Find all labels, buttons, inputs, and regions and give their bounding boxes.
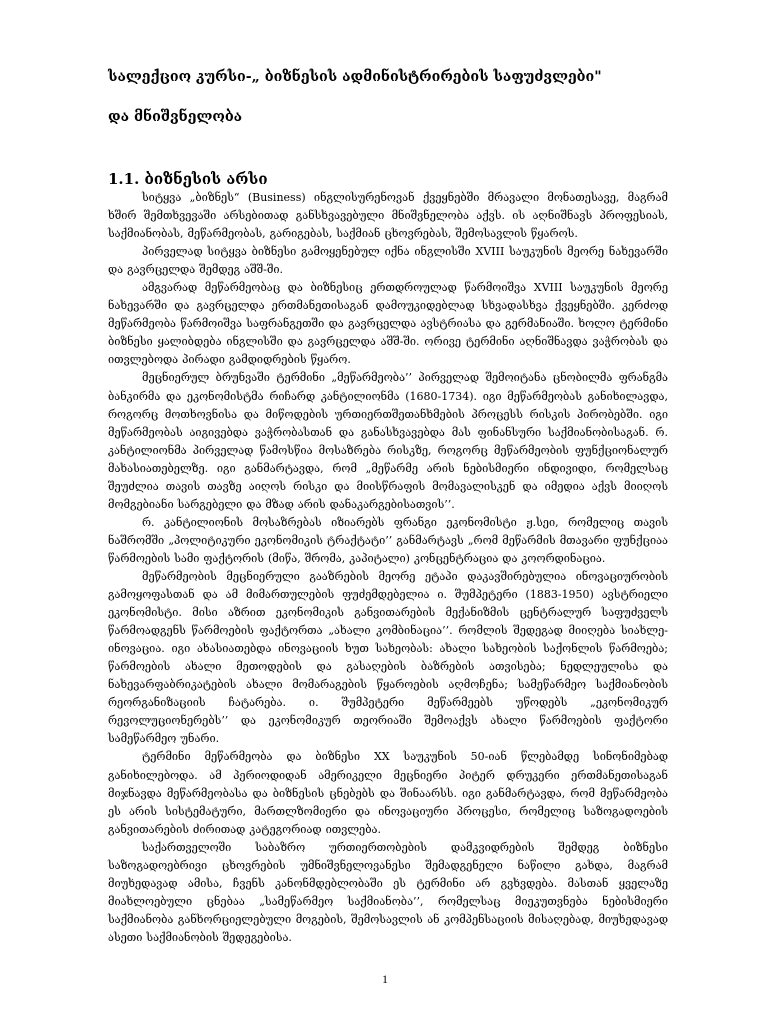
paragraph: სიტყვა „ბიზნეს“ (Business) ინგლისურენოვან ქვეყნებში მრავალი მონათესავე, მაგრამ ხშირ შემთხვევაში არსებითად განსხვავებული მნიშვნელობა აქვს. ის აღნიშნავს პროფესიას, საქმიანობას, მეწარმეობას, გარიგებას, საქმიან ცხოვრებას, შემოსავლის წყაროს. [108,191,668,241]
paragraph: მეწარმეობის მეცნიერული გააზრების მეორე ეტაპი დაკავშირებულია ინოვაციურობის გამოყოფასთან და ამ მიმართულების ფუძემდებელია ი. შუმპეტერი (1883-1950) ავსტრიელი ეკონომისტი. მისი აზრით ეკონომიკის განვითარების მექანიზმის ცენტრალურ საფუძველს წარმოადგენს წარმოების ფაქტორთა „ახალი კომბინაცია’’. რომლის შედეგად მიიღება სიახლე-ინოვაცია. იგი ახასიათებდა ინოვაციის ხუთ სახეობას: ახალი სახეობის საქონლის წარმოება; წარმოების ახალი მეთოდების და გასაღების ბაზრების ათვისება; ნედლეულისა და ნახევარფაბრიკატების ახალი მომარაგების წყაროების აღმოჩენა; სამეწარმეო საქმიანობის რეორგანიზაციის ჩატარება. ი. შუმპეტერი მეწარმეებს უწოდებს „ეკონომიკურ რევოლუციონერებს’’ და ეკონომიკურ თეორიაში შემოაქვს ახალი წარმოების ფაქტორი სამეწარმეო უნარი. [108,569,668,746]
paragraph: ტერმინი მეწარმეობა და ბიზნესი XX საუკუნის 50-იან წლებამდე სინონიმებად განიხილებოდა. ამ პერიოდიდან ამერიკელი მეცნიერი პიტერ დრუკერი ერთმანეთისაგან მიჯნავდა მეწარმეობასა და ბიზნესის ცნებებს და შინაარსს. იგი განმარტავდა, რომ მეწარმეობა ეს არის სისტემატური, მართლზომიერი და ინოვაციური პროცესი, რომელიც საზოგადოების განვითარების ძირითად კატეგორიად ითვლება. [108,750,668,836]
page-number: 1 [382,972,388,986]
document-title-continuation: და მნიშვნელობა [108,109,243,125]
paragraph: მეცნიერულ ბრუნვაში ტერმინი „მეწარმეობა’’ პირველად შემოიტანა ცნობილმა ფრანგმა ბანკირმა და ეკონომისტმა რიჩარდ კანტილიონმა (1680-1734). იგი მეწარმეობას განიხილავდა, როგორც მოთხოვნისა და მიწოდების ურთიერთშეთანხმების პროცესს რისკის პირობებში. იგი მეწარმეობას აიგივებდა ვაჭრობასთან და განასხვავებდა მას ფინანსური საქმიანობისაგან. რ. კანტილიონმა პირველად წამოსწია მოსაზრება რისკზე, როგორც მეწარმეობის ფუნქციონალურ მახასიათებელზე. იგი განმარტავდა, რომ „მეწარმე არის ნებისმიერი ინდივიდი, რომელსაც შეუძლია თავის თავზე აიღოს რისკი და მიისწრაფის მომავალისკენ და იმედია აქვს მიიღოს მომგებიანი სარგებელი და მზად არის დანაკარგებისათვის’’. [108,371,668,511]
paragraph: ამგვარად მეწარმეობაც და ბიზნესიც ერთდროულად წარმოიშვა XVIII საუკუნის მეორე ნახევარში და გავრცელდა ერთმანეთისაგან დამოუკიდებლად სხვადასხვა ქვეყნებში. კერძოდ მეწარმეობა წარმოიშვა საფრანგეთში და გავრცელდა ავსტრიასა და გერმანიაში. ხოლო ტერმინი ბიზნესი ყალიბდება ინგლისში და გავრცელდა აშშ-ში. ორივე ტერმინი აღნიშნავდა ვაჭრობას და ითვლებოდა პირადი გამდიდრების წყარო. [108,281,668,367]
paragraph: რ. კანტილიონის მოსაზრებას იზიარებს ფრანგი ეკონომისტი ჟ.სეი, რომელიც თავის ნაშრომში „პოლიტიკური ეკონომიკის ტრაქტატი’’ განმარტავს „რომ მეწარმის მთავარი ფუნქციაა წარმოების სამი ფაქტორის (მიწა, შრომა, კაპიტალი) კონცენტრაცია და კოორდინაცია. [108,515,668,565]
section-heading: 1.1. ბიზნესის არსი [108,170,268,188]
paragraph: საქართველოში საბაზრო ურთიერთობების დამკვიდრების შემდეგ ბიზნესი საზოგადოებრივი ცხოვრების უმნიშვნელოვანესი შემადგენელი ნაწილი გახდა, მაგრამ მიუხედავად ამისა, ჩვენს კანონმდებლობაში ეს ტერმინი არ გვხვდება. მასთან ყველაზე მიახლოებული ცნებაა „სამეწარმეო საქმიანობა’’, რომელსაც მიეკუთვნება ნებისმიერი საქმიანობა განხორციელებული მოგების, შემოსავლის ან კომპენსაციის მისაღებად, მიუხედავად ასეთი საქმიანობის შედეგებისა. [108,840,668,944]
document-title: სალექციო კურსი-„ ბიზნესის ადმინისტრირების საფუძვლები" [108,69,602,85]
document-body [108,189,668,947]
paragraph: პირველად სიტყვა ბიზნესი გამოყენებულ იქნა ინგლისში XVIII საუკუნის მეორე ნახევარში და გავრცელდა შემდეგ აშშ-ში. [108,245,668,277]
